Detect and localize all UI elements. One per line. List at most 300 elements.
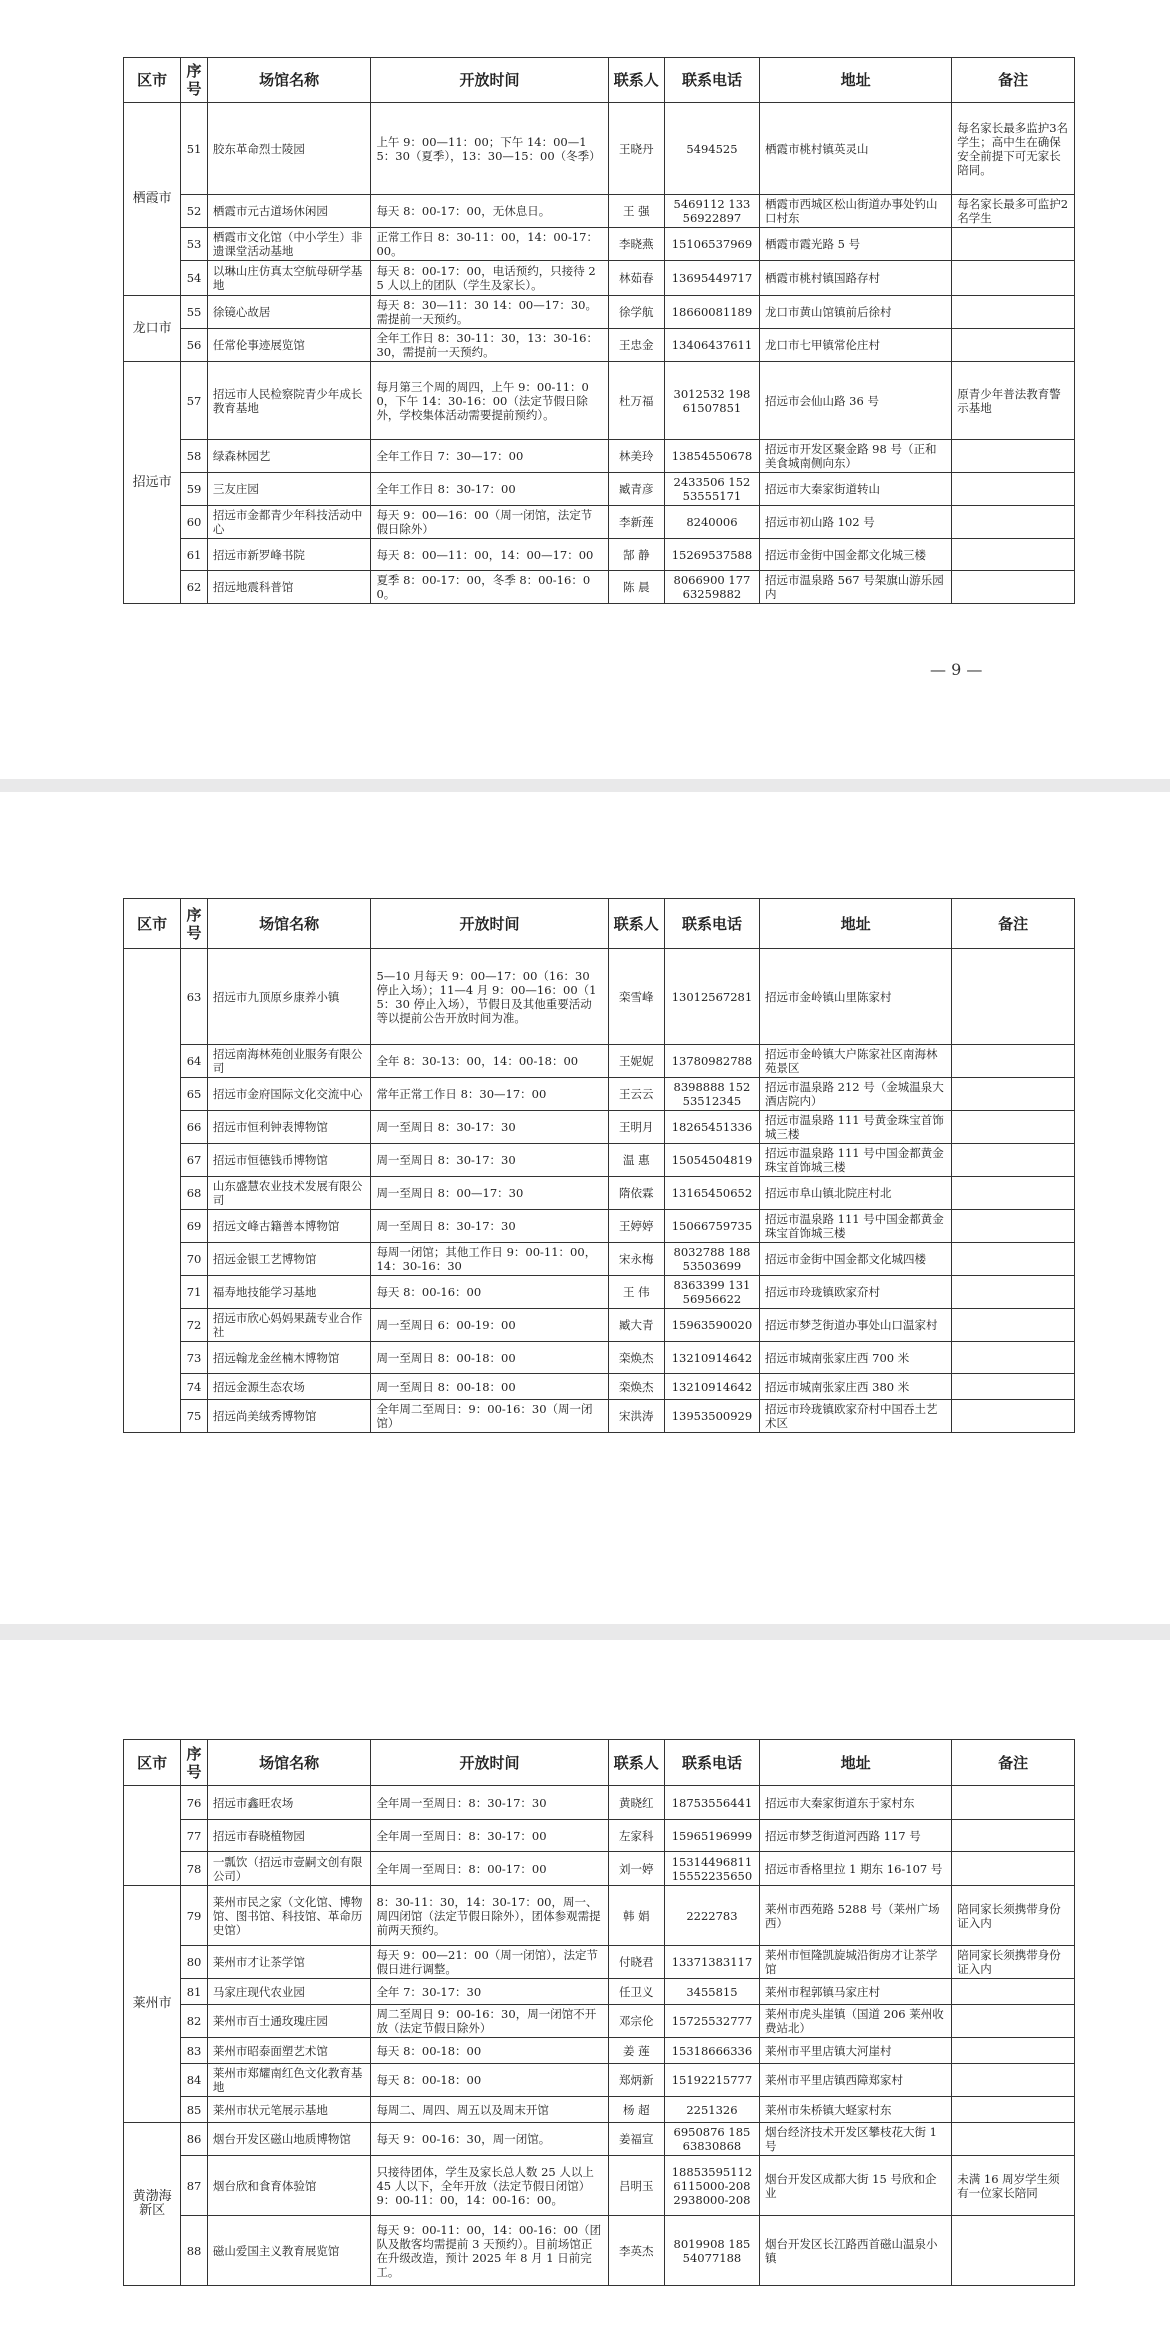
- note-cell: [952, 949, 1075, 1045]
- column-header-note: 备注: [952, 58, 1075, 103]
- hours-cell: 周一至周日 8：30-17：30: [371, 1144, 608, 1177]
- no-cell: 60: [181, 506, 208, 539]
- note-cell: [952, 1243, 1075, 1276]
- column-header-note: 备注: [952, 899, 1075, 949]
- address-cell: 招远市大秦家街道转山: [760, 473, 952, 506]
- region-cell: 龙口市: [124, 296, 181, 362]
- contact-cell: 栾焕杰: [608, 1342, 664, 1374]
- venue-cell: 招远市鑫旺农场: [207, 1786, 371, 1820]
- note-cell: [952, 1144, 1075, 1177]
- address-cell: 烟台开发区长江路西首磁山温泉小镇: [760, 2216, 952, 2286]
- note-cell: [952, 1786, 1075, 1820]
- contact-cell: 黄晓红: [608, 1786, 664, 1820]
- no-cell: 71: [181, 1276, 208, 1309]
- no-cell: 78: [181, 1852, 208, 1886]
- no-cell: 75: [181, 1400, 208, 1433]
- contact-cell: 左家科: [608, 1820, 664, 1852]
- address-cell: 招远市梦芝街道办事处山口温家村: [760, 1309, 952, 1342]
- no-cell: 52: [181, 195, 208, 228]
- phone-cell: 15269537588: [664, 539, 759, 571]
- venue-cell: 招远市恒德钱币博物馆: [207, 1144, 371, 1177]
- region-cell: 栖霞市: [124, 103, 181, 296]
- address-cell: 招远市温泉路 111 号黄金珠宝首饰城三楼: [760, 1111, 952, 1144]
- table-row: [124, 1309, 1075, 1342]
- no-cell: 76: [181, 1786, 208, 1820]
- hours-cell: 周一至周日 8：30-17：30: [371, 1111, 608, 1144]
- address-cell: 招远市大秦家街道东于家村东: [760, 1786, 952, 1820]
- contact-cell: 韩 娟: [608, 1886, 664, 1946]
- contact-cell: 郑炳新: [608, 2064, 664, 2097]
- phone-cell: 15192215777: [664, 2064, 759, 2097]
- note-cell: [952, 1276, 1075, 1309]
- phone-cell: 8066900 17763259882: [664, 571, 759, 604]
- venue-cell: 莱州市民之家（文化馆、博物馆、图书馆、科技馆、革命历史馆）: [207, 1886, 371, 1946]
- contact-cell: 杜万福: [608, 362, 664, 440]
- region-cell: 莱州市: [124, 1886, 181, 2123]
- no-cell: 81: [181, 1979, 208, 2005]
- column-header-no: 序号: [181, 1740, 208, 1786]
- address-cell: 招远市金街中国金都文化城三楼: [760, 539, 952, 571]
- contact-cell: 杨 超: [608, 2097, 664, 2123]
- note-cell: [952, 329, 1075, 362]
- region-cell: 招远市: [124, 362, 181, 604]
- column-header-phone: 联系电话: [664, 1740, 759, 1786]
- note-cell: [952, 1400, 1075, 1433]
- table-row: [124, 195, 1075, 228]
- table-row: [124, 571, 1075, 604]
- contact-cell: 林茹春: [608, 261, 664, 296]
- no-cell: 59: [181, 473, 208, 506]
- table-row: [124, 1078, 1075, 1111]
- phone-cell: 18265451336: [664, 1111, 759, 1144]
- no-cell: 68: [181, 1177, 208, 1210]
- page-number: — 9 —: [930, 660, 983, 679]
- column-header-address: 地址: [760, 58, 952, 103]
- no-cell: 72: [181, 1309, 208, 1342]
- venue-cell: 徐镜心故居: [207, 296, 371, 329]
- venue-cell: 以琳山庄仿真太空航母研学基地: [207, 261, 371, 296]
- table-row: [124, 261, 1075, 296]
- no-cell: 64: [181, 1045, 208, 1078]
- table-row: [124, 1111, 1075, 1144]
- no-cell: 54: [181, 261, 208, 296]
- table-row: [124, 1210, 1075, 1243]
- address-cell: 招远市初山路 102 号: [760, 506, 952, 539]
- hours-cell: 每天 9：00-11：00，14：00-16：00（团队及散客均需提前 3 天预约）。目前场馆正在升级改造，预计 2025 年 8 月 1 日前完工。: [371, 2216, 608, 2286]
- phone-cell: 3455815: [664, 1979, 759, 2005]
- note-cell: [952, 2216, 1075, 2286]
- note-cell: [952, 571, 1075, 604]
- table-row: [124, 1177, 1075, 1210]
- hours-cell: 每天 8：00-17：00，无休息日。: [371, 195, 608, 228]
- phone-cell: 3012532 19861507851: [664, 362, 759, 440]
- address-cell: 招远市阜山镇北院庄村北: [760, 1177, 952, 1210]
- table-row: [124, 440, 1075, 473]
- no-cell: 69: [181, 1210, 208, 1243]
- no-cell: 85: [181, 2097, 208, 2123]
- table-header-row: [124, 899, 1075, 949]
- address-cell: 招远市温泉路 111 号中国金都黄金珠宝首饰城三楼: [760, 1144, 952, 1177]
- note-cell: [952, 1309, 1075, 1342]
- hours-cell: 夏季 8：00-17：00，冬季 8：00-16：00。: [371, 571, 608, 604]
- column-header-hours: 开放时间: [371, 58, 608, 103]
- note-cell: [952, 2097, 1075, 2123]
- column-header-contact: 联系人: [608, 1740, 664, 1786]
- table-row: [124, 1852, 1075, 1886]
- hours-cell: 周一至周日 6：00-19：00: [371, 1309, 608, 1342]
- venue-cell: 招远市春晓植物园: [207, 1820, 371, 1852]
- hours-cell: 全年工作日 8：30-11：30，13：30-16：30，需提前一天预约。: [371, 329, 608, 362]
- no-cell: 80: [181, 1946, 208, 1979]
- no-cell: 82: [181, 2005, 208, 2038]
- no-cell: 70: [181, 1243, 208, 1276]
- address-cell: 烟台开发区成都大街 15 号欣和企业: [760, 2156, 952, 2216]
- hours-cell: 每天 8：00—11：00，14：00—17：00: [371, 539, 608, 571]
- table-row: [124, 1886, 1075, 1946]
- column-header-address: 地址: [760, 899, 952, 949]
- table-row: [124, 1400, 1075, 1433]
- contact-cell: 王妮妮: [608, 1045, 664, 1078]
- table-row: [124, 1243, 1075, 1276]
- address-cell: 栖霞市桃村镇英灵山: [760, 103, 952, 195]
- address-cell: 莱州市恒隆凯旋城沿街房才让茶学馆: [760, 1946, 952, 1979]
- hours-cell: 全年 7：30-17：30: [371, 1979, 608, 2005]
- no-cell: 63: [181, 949, 208, 1045]
- note-cell: [952, 2064, 1075, 2097]
- contact-cell: 姜 莲: [608, 2038, 664, 2064]
- contact-cell: 隋依霖: [608, 1177, 664, 1210]
- table-row: [124, 2123, 1075, 2156]
- hours-cell: 每月第三个周的周四，上午 9：00-11：00，下午 14：30-16：00（法定节假日除外，学校集体活动需要提前预约）。: [371, 362, 608, 440]
- address-cell: 招远市温泉路 212 号（金城温泉大酒店院内）: [760, 1078, 952, 1111]
- no-cell: 87: [181, 2156, 208, 2216]
- no-cell: 61: [181, 539, 208, 571]
- region-cell: [124, 949, 181, 1433]
- hours-cell: 每天 9：00-16：30，周一闭馆。: [371, 2123, 608, 2156]
- column-header-hours: 开放时间: [371, 899, 608, 949]
- venue-cell: 胶东革命烈士陵园: [207, 103, 371, 195]
- venue-cell: 招远市欣心妈妈果蔬专业合作社: [207, 1309, 371, 1342]
- no-cell: 88: [181, 2216, 208, 2286]
- contact-cell: 李晓燕: [608, 228, 664, 261]
- column-header-no: 序号: [181, 899, 208, 949]
- venue-cell: 招远市人民检察院青少年成长教育基地: [207, 362, 371, 440]
- contact-cell: 李英杰: [608, 2216, 664, 2286]
- table-row: [124, 228, 1075, 261]
- contact-cell: 臧青彦: [608, 473, 664, 506]
- no-cell: 65: [181, 1078, 208, 1111]
- phone-cell: 18753556441: [664, 1786, 759, 1820]
- venue-cell: 莱州市百士通玫瑰庄园: [207, 2005, 371, 2038]
- venue-cell: 栖霞市元古道场休闲园: [207, 195, 371, 228]
- venue-cell: 莱州市才让茶学馆: [207, 1946, 371, 1979]
- table-row: [124, 1276, 1075, 1309]
- phone-cell: 18853595112 6115000-208 2938000-208: [664, 2156, 759, 2216]
- note-cell: [952, 506, 1075, 539]
- hours-cell: 周一至周日 8：00-18：00: [371, 1374, 608, 1400]
- venue-cell: 招远文峰古籍善本博物馆: [207, 1210, 371, 1243]
- hours-cell: 每天 8：00-16：00: [371, 1276, 608, 1309]
- phone-cell: 13695449717: [664, 261, 759, 296]
- address-cell: 招远市城南张家庄西 380 米: [760, 1374, 952, 1400]
- phone-cell: 13953500929: [664, 1400, 759, 1433]
- table-row: [124, 539, 1075, 571]
- column-header-contact: 联系人: [608, 58, 664, 103]
- table-row: [124, 1946, 1075, 1979]
- phone-cell: 13854550678: [664, 440, 759, 473]
- address-cell: 莱州市平里店镇大河崖村: [760, 2038, 952, 2064]
- no-cell: 86: [181, 2123, 208, 2156]
- contact-cell: 王忠金: [608, 329, 664, 362]
- note-cell: 陪同家长须携带身份证入内: [952, 1946, 1075, 1979]
- phone-cell: 5469112 13356922897: [664, 195, 759, 228]
- hours-cell: 全年周一至周日：8：30-17：30: [371, 1786, 608, 1820]
- venue-cell: 烟台开发区磁山地质博物馆: [207, 2123, 371, 2156]
- column-header-phone: 联系电话: [664, 58, 759, 103]
- table-row: [124, 2097, 1075, 2123]
- phone-cell: 8240006: [664, 506, 759, 539]
- no-cell: 51: [181, 103, 208, 195]
- address-cell: 招远市温泉路 567 号架旗山游乐园内: [760, 571, 952, 604]
- address-cell: 招远市玲珑镇欧家夼村: [760, 1276, 952, 1309]
- address-cell: 莱州市平里店镇西障郑家村: [760, 2064, 952, 2097]
- no-cell: 77: [181, 1820, 208, 1852]
- column-header-venue: 场馆名称: [207, 58, 371, 103]
- phone-cell: 13165450652: [664, 1177, 759, 1210]
- contact-cell: 王晓丹: [608, 103, 664, 195]
- contact-cell: 徐学航: [608, 296, 664, 329]
- phone-cell: 15314496811 15552235650: [664, 1852, 759, 1886]
- venue-table: [123, 1739, 1075, 2286]
- address-cell: 栖霞市霞光路 5 号: [760, 228, 952, 261]
- column-header-hours: 开放时间: [371, 1740, 608, 1786]
- contact-cell: 臧大青: [608, 1309, 664, 1342]
- venue-cell: 招远翰龙金丝楠木博物馆: [207, 1342, 371, 1374]
- no-cell: 79: [181, 1886, 208, 1946]
- contact-cell: 刘一婷: [608, 1852, 664, 1886]
- venue-cell: 栖霞市文化馆（中小学生）非遗课堂活动基地: [207, 228, 371, 261]
- note-cell: [952, 440, 1075, 473]
- hours-cell: 每天 8：30—11：30 14：00—17：30。需提前一天预约。: [371, 296, 608, 329]
- contact-cell: 王明月: [608, 1111, 664, 1144]
- hours-cell: 周一至周日 8：00—17：30: [371, 1177, 608, 1210]
- venue-table: [123, 898, 1075, 1433]
- region-cell: [124, 1786, 181, 1886]
- table-row: [124, 2216, 1075, 2286]
- note-cell: [952, 1210, 1075, 1243]
- address-cell: 招远市金岭镇大户陈家社区南海林苑景区: [760, 1045, 952, 1078]
- no-cell: 58: [181, 440, 208, 473]
- phone-cell: 13780982788: [664, 1045, 759, 1078]
- note-cell: [952, 2005, 1075, 2038]
- phone-cell: 15963590020: [664, 1309, 759, 1342]
- venue-cell: 招远市恒利钟表博物馆: [207, 1111, 371, 1144]
- contact-cell: 王 强: [608, 195, 664, 228]
- address-cell: 莱州市程郭镇马家庄村: [760, 1979, 952, 2005]
- hours-cell: 每周一闭馆；其他工作日 9：00-11：00，14：30-16：30: [371, 1243, 608, 1276]
- venue-cell: 任常伦事迹展览馆: [207, 329, 371, 362]
- phone-cell: 13371383117: [664, 1946, 759, 1979]
- no-cell: 55: [181, 296, 208, 329]
- note-cell: [952, 1342, 1075, 1374]
- no-cell: 74: [181, 1374, 208, 1400]
- phone-cell: 13210914642: [664, 1342, 759, 1374]
- hours-cell: 全年 8：30-13：00，14：00-18：00: [371, 1045, 608, 1078]
- phone-cell: 15725532777: [664, 2005, 759, 2038]
- hours-cell: 每天 8：00-18：00: [371, 2064, 608, 2097]
- address-cell: 栖霞市桃村镇国路存村: [760, 261, 952, 296]
- address-cell: 招远市金岭镇山里陈家村: [760, 949, 952, 1045]
- hours-cell: 全年周一至周日：8：00-17：00: [371, 1852, 608, 1886]
- table-row: [124, 2005, 1075, 2038]
- table-row: [124, 473, 1075, 506]
- venue-cell: 招远尚美绒秀博物馆: [207, 1400, 371, 1433]
- venue-cell: 莱州市状元笔展示基地: [207, 2097, 371, 2123]
- note-cell: [952, 2123, 1075, 2156]
- hours-cell: 全年周一至周日：8：30-17：00: [371, 1820, 608, 1852]
- table-row: [124, 1342, 1075, 1374]
- note-cell: [952, 1111, 1075, 1144]
- note-cell: [952, 1852, 1075, 1886]
- hours-cell: 全年工作日 7：30—17：00: [371, 440, 608, 473]
- venue-cell: 招远地震科普馆: [207, 571, 371, 604]
- phone-cell: 15965196999: [664, 1820, 759, 1852]
- venue-cell: 招远市金都青少年科技活动中心: [207, 506, 371, 539]
- hours-cell: 8：30-11：30，14：30-17：00，周一、周四闭馆（法定节假日除外），团体参观需提前两天预约。: [371, 1886, 608, 1946]
- no-cell: 66: [181, 1111, 208, 1144]
- contact-cell: 陈 晨: [608, 571, 664, 604]
- note-cell: [952, 1177, 1075, 1210]
- contact-cell: 林美玲: [608, 440, 664, 473]
- phone-cell: 2433506 15253555171: [664, 473, 759, 506]
- contact-cell: 姜福宣: [608, 2123, 664, 2156]
- table-row: [124, 362, 1075, 440]
- address-cell: 招远市会仙山路 36 号: [760, 362, 952, 440]
- table-row: [124, 103, 1075, 195]
- document-page-11: [0, 1640, 1170, 2344]
- column-header-contact: 联系人: [608, 899, 664, 949]
- contact-cell: 宋永梅: [608, 1243, 664, 1276]
- contact-cell: 宋洪涛: [608, 1400, 664, 1433]
- address-cell: 招远市香格里拉 1 期东 16-107 号: [760, 1852, 952, 1886]
- contact-cell: 李新莲: [608, 506, 664, 539]
- hours-cell: 全年工作日 8：30-17：00: [371, 473, 608, 506]
- table-row: [124, 506, 1075, 539]
- venue-cell: 招远南海林苑创业服务有限公司: [207, 1045, 371, 1078]
- no-cell: 53: [181, 228, 208, 261]
- venue-cell: 招远市九顶原乡康养小镇: [207, 949, 371, 1045]
- phone-cell: 2251326: [664, 2097, 759, 2123]
- address-cell: 招远市玲珑镇欧家夼村中国吞土艺术区: [760, 1400, 952, 1433]
- no-cell: 73: [181, 1342, 208, 1374]
- phone-cell: 15054504819: [664, 1144, 759, 1177]
- contact-cell: 王婷婷: [608, 1210, 664, 1243]
- phone-cell: 15318666336: [664, 2038, 759, 2064]
- column-header-region: 区市: [124, 58, 181, 103]
- venue-cell: 马家庄现代农业园: [207, 1979, 371, 2005]
- note-cell: [952, 1374, 1075, 1400]
- table-header-row: [124, 1740, 1075, 1786]
- no-cell: 56: [181, 329, 208, 362]
- note-cell: [952, 1820, 1075, 1852]
- table-row: [124, 2038, 1075, 2064]
- note-cell: [952, 539, 1075, 571]
- hours-cell: 每周二、周四、周五以及周末开馆: [371, 2097, 608, 2123]
- column-header-venue: 场馆名称: [207, 899, 371, 949]
- table-row: [124, 329, 1075, 362]
- address-cell: 莱州市西苑路 5288 号（莱州广场西）: [760, 1886, 952, 1946]
- table-header-row: [124, 58, 1075, 103]
- venue-cell: 招远市金府国际文化交流中心: [207, 1078, 371, 1111]
- note-cell: 原青少年普法教育警示基地: [952, 362, 1075, 440]
- column-header-region: 区市: [124, 1740, 181, 1786]
- phone-cell: 8363399 13156956622: [664, 1276, 759, 1309]
- phone-cell: 13210914642: [664, 1374, 759, 1400]
- phone-cell: 5494525: [664, 103, 759, 195]
- phone-cell: 8032788 18853503699: [664, 1243, 759, 1276]
- column-header-region: 区市: [124, 899, 181, 949]
- note-cell: [952, 296, 1075, 329]
- venue-cell: 招远金源生态农场: [207, 1374, 371, 1400]
- no-cell: 83: [181, 2038, 208, 2064]
- column-header-address: 地址: [760, 1740, 952, 1786]
- venue-cell: 莱州市郑耀南红色文化教育基地: [207, 2064, 371, 2097]
- contact-cell: 吕明玉: [608, 2156, 664, 2216]
- note-cell: [952, 228, 1075, 261]
- note-cell: [952, 473, 1075, 506]
- address-cell: 莱州市朱桥镇大蛏家村东: [760, 2097, 952, 2123]
- address-cell: 烟台经济技术开发区攀枝花大街 1 号: [760, 2123, 952, 2156]
- contact-cell: 温 惠: [608, 1144, 664, 1177]
- hours-cell: 全年周二至周日：9：00-16：30（周一闭馆）: [371, 1400, 608, 1433]
- hours-cell: 只接待团体，学生及家长总人数 25 人以上 45 人以下，全年开放（法定节假日闭馆）9：00-11：00，14：00-16：00。: [371, 2156, 608, 2216]
- venue-cell: 烟台欣和食育体验馆: [207, 2156, 371, 2216]
- document-page-9: [0, 0, 1170, 779]
- contact-cell: 邓宗伦: [608, 2005, 664, 2038]
- contact-cell: 王 伟: [608, 1276, 664, 1309]
- table-row: [124, 1374, 1075, 1400]
- note-cell: 陪同家长须携带身份证入内: [952, 1886, 1075, 1946]
- column-header-note: 备注: [952, 1740, 1075, 1786]
- phone-cell: 8398888 15253512345: [664, 1078, 759, 1111]
- no-cell: 62: [181, 571, 208, 604]
- phone-cell: 13406437611: [664, 329, 759, 362]
- no-cell: 57: [181, 362, 208, 440]
- address-cell: 招远市城南张家庄西 700 米: [760, 1342, 952, 1374]
- column-header-phone: 联系电话: [664, 899, 759, 949]
- column-header-venue: 场馆名称: [207, 1740, 371, 1786]
- table-row: [124, 2156, 1075, 2216]
- venue-cell: 招远市新罗峰书院: [207, 539, 371, 571]
- venue-cell: 一瓢饮（招远市壹嗣文创有限公司）: [207, 1852, 371, 1886]
- table-row: [124, 1045, 1075, 1078]
- table-row: [124, 296, 1075, 329]
- venue-cell: 山东盛慧农业技术发展有限公司: [207, 1177, 371, 1210]
- no-cell: 84: [181, 2064, 208, 2097]
- address-cell: 招远市梦芝街道河西路 117 号: [760, 1820, 952, 1852]
- hours-cell: 周一至周日 8：30-17：30: [371, 1210, 608, 1243]
- hours-cell: 每天 9：00—21：00（周一闭馆），法定节假日进行调整。: [371, 1946, 608, 1979]
- table-row: [124, 1144, 1075, 1177]
- note-cell: [952, 1045, 1075, 1078]
- contact-cell: 栾焕杰: [608, 1374, 664, 1400]
- contact-cell: 栾雪峰: [608, 949, 664, 1045]
- contact-cell: 郜 静: [608, 539, 664, 571]
- contact-cell: 王云云: [608, 1078, 664, 1111]
- table-row: [124, 1979, 1075, 2005]
- venue-cell: 福寿地技能学习基地: [207, 1276, 371, 1309]
- contact-cell: 付晓君: [608, 1946, 664, 1979]
